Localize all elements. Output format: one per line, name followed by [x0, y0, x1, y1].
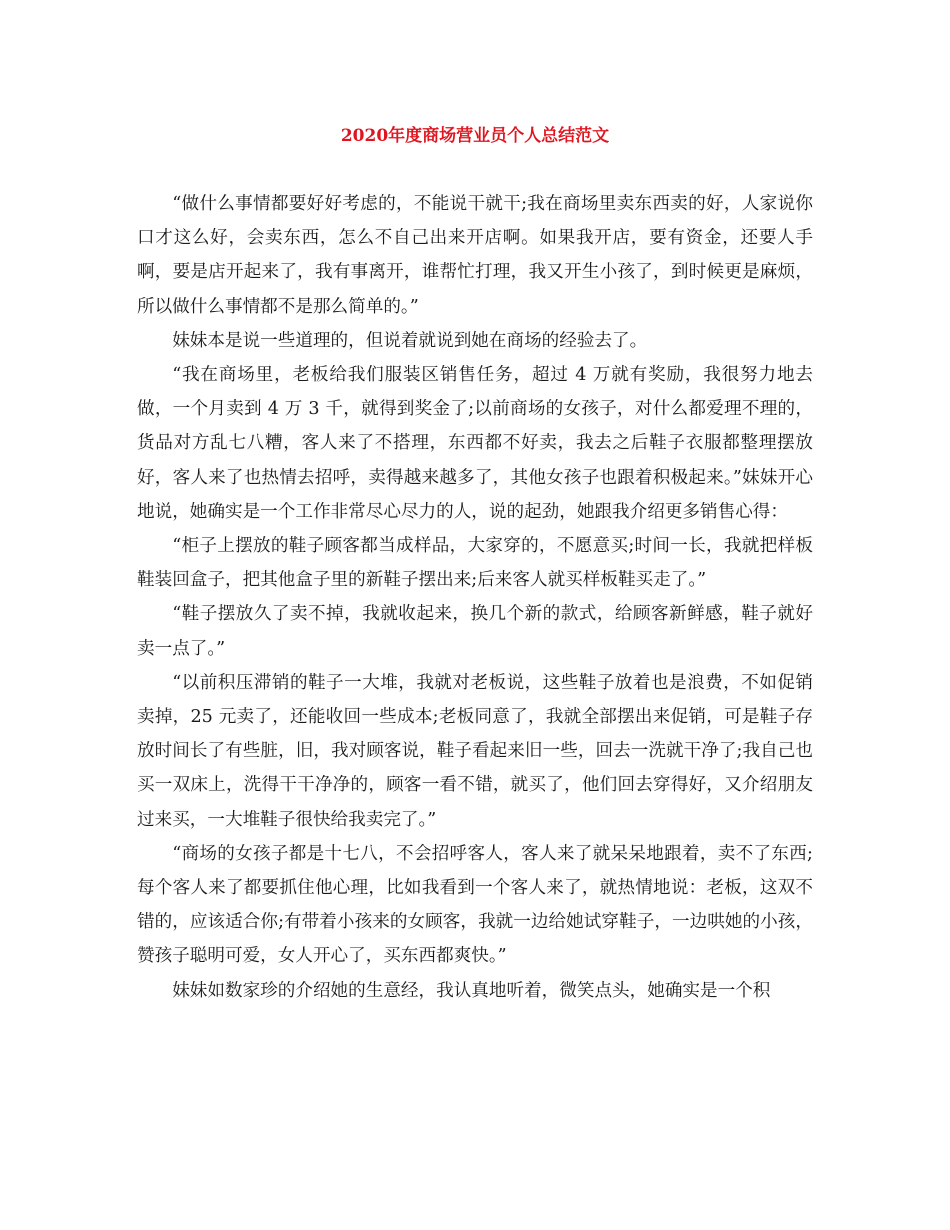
paragraph: “我在商场里，老板给我们服装区销售任务，超过 4 万就有奖励，我很努力地去做，一个月卖到 4 万 3 千，就得到奖金了;以前商场的女孩子，对什么都爱理不理的，货品对方乱七八糟，客人来了不搭理，东西都不好卖，我去之后鞋子衣服都整理摆放好，客人来了也热情去招呼，卖得越来越多了，其他女孩子也跟着积极起来。”妹妹开心地说，她确实是一个工作非常尽心尽力的人，说的起劲，她跟我介绍更多销售心得： [137, 365, 813, 522]
document-body [137, 187, 813, 1008]
paragraph: “做什么事情都要好好考虑的，不能说干就干;我在商场里卖东西卖的好，人家说你口才这么好，会卖东西，怎么不自己出来开店啊。如果我开店，要有资金，还要人手啊，要是店开起来了，我有事离开，谁帮忙打理，我又开生小孩了，到时候更是麻烦，所以做什么事情都不是那么简单的。” [137, 194, 813, 317]
paragraph: “商场的女孩子都是十七八，不会招呼客人，客人来了就呆呆地跟着，卖不了东西;每个客人来了都要抓住他心理，比如我看到一个客人来了，就热情地说：老板，这双不错的，应该适合你;有带着小孩来的女顾客，我就一边给她试穿鞋子，一边哄她的小孩，赞孩子聪明可爱，女人开心了，买东西都爽快。” [137, 843, 813, 967]
paragraph: 妹妹如数家珍的介绍她的生意经，我认真地听着，微笑点头，她确实是一个积 [172, 980, 771, 1001]
paragraph: “柜子上摆放的鞋子顾客都当成样品，大家穿的，不愿意买;时间一长，我就把样板鞋装回盒子，把其他盒子里的新鞋子摆出来;后来客人就买样板鞋买走了。” [137, 536, 813, 591]
paragraph: “鞋子摆放久了卖不掉，我就收起来，换几个新的款式，给顾客新鲜感，鞋子就好卖一点了。” [137, 604, 813, 659]
paragraph: “以前积压滞销的鞋子一大堆，我就对老板说，这些鞋子放着也是浪费，不如促销卖掉，25 元卖了，还能收回一些成本;老板同意了，我就全部摆出来促销，可是鞋子存放时间长了有些脏，旧，我对顾客说，鞋子看起来旧一些，回去一洗就干净了;我自己也买一双床上，洗得干干净净的，顾客一看不错，就买了，他们回去穿得好，又介绍朋友过来买，一大堆鞋子很快给我卖完了。” [137, 672, 813, 830]
document-title: 2020年度商场营业员个人总结范文 [340, 126, 610, 146]
paragraph: 妹妹本是说一些道理的，但说着就说到她在商场的经验去了。 [172, 330, 648, 351]
